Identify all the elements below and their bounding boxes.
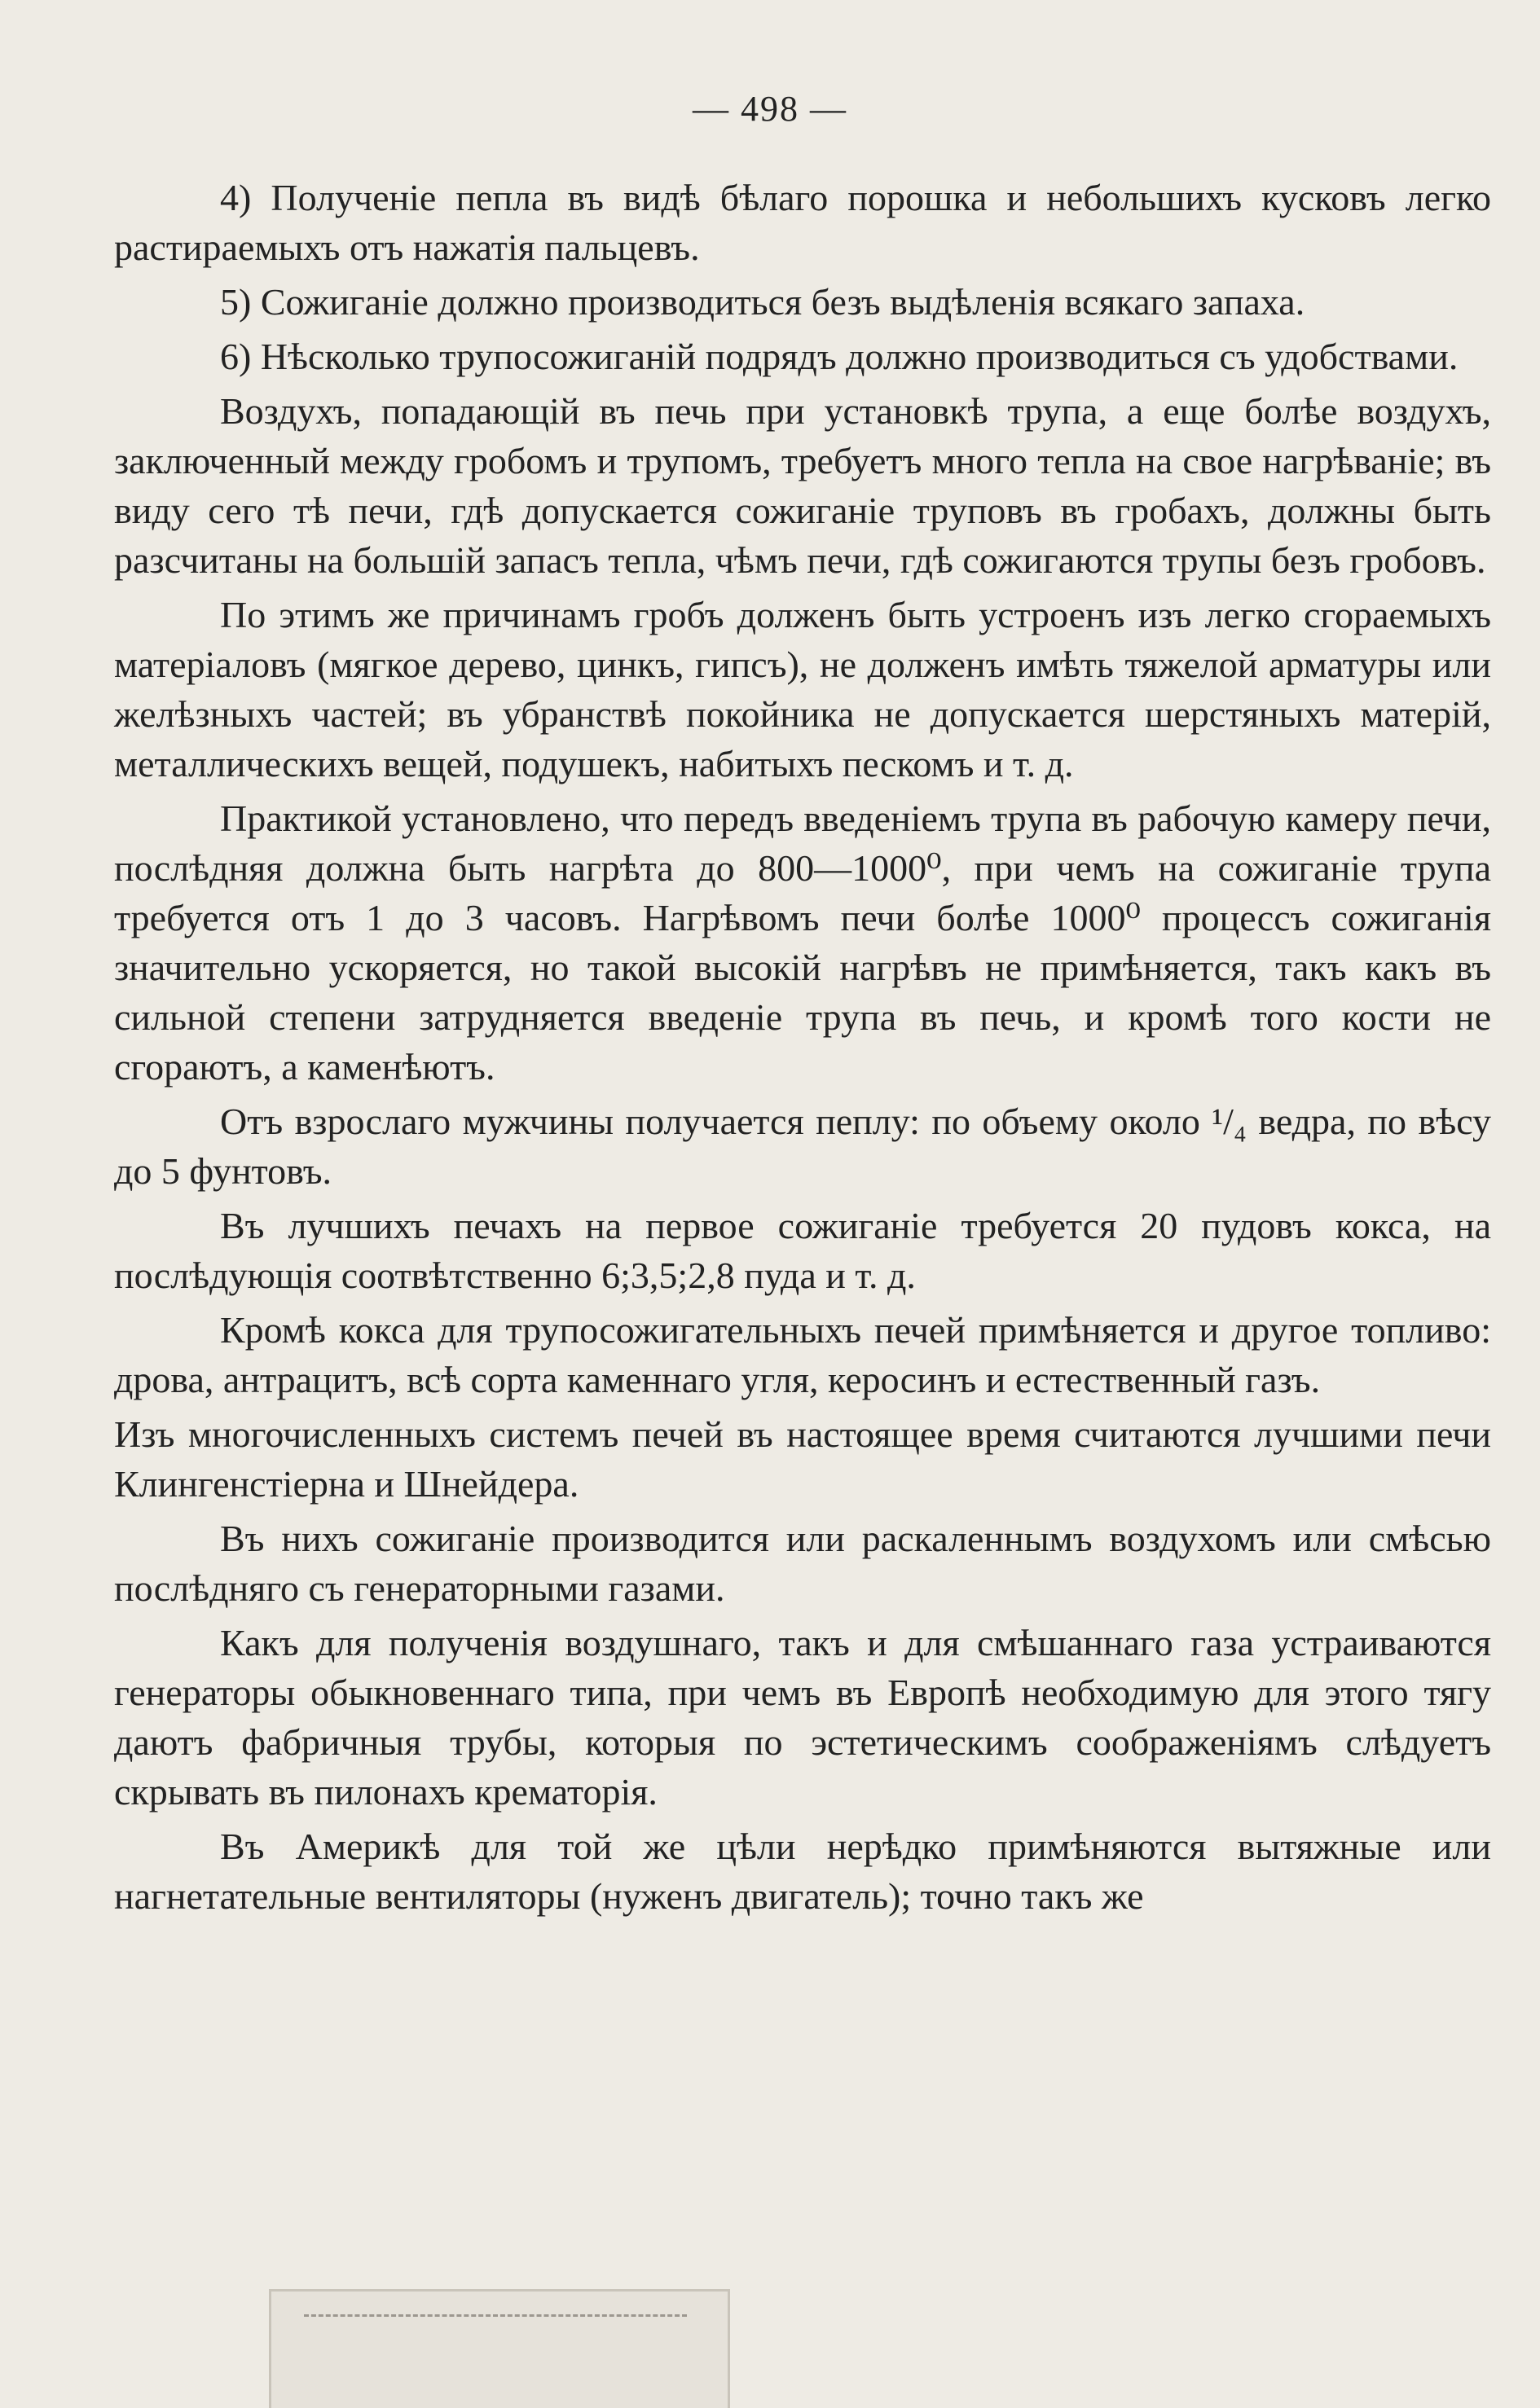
- paragraph-coffin: По этимъ же причинамъ гробъ долженъ быть устроенъ изъ легко сгораемыхъ матеріаловъ (мягкое дерево, цинкъ, гипсъ), не долженъ имѣть тяжелой арматуры или желѣзныхъ частей; въ убранствѣ покойника не допускается шерстяныхъ матерій, металлическихъ вещей, подушекъ, набитыхъ пескомъ и т. д.: [114, 594, 1491, 784]
- paragraph-item-5: 5) Сожиганіе должно производиться безъ выдѣленія всякаго запаха.: [220, 281, 1305, 323]
- paragraph-practice: Практикой установлено, что передъ введеніемъ трупа въ рабочую камеру печи, послѣдняя должна быть нагрѣта до 800—1000⁰, при чемъ на сожиганіе трупа требуется отъ 1 до 3 часовъ. Нагрѣвомъ печи болѣе 1000⁰ процессъ сожиганія значительно ускоряется, но такой высокій нагрѣвъ не примѣняется, такъ какъ въ сильной степени затрудняется введеніе трупа въ печь, и кромѣ того кости не сгораютъ, а каменѣютъ.: [114, 798, 1491, 1088]
- paragraph-coke: Въ лучшихъ печахъ на первое сожиганіе требуется 20 пудовъ кокса, на послѣдующія соотвѣтственно 6;3,5;2,8 пуда и т. д.: [114, 1205, 1491, 1296]
- paragraph-america: Въ Америкѣ для той же цѣли нерѣдко примѣняются вытяжные или нагнетательные вентиляторы (нуженъ двигатель); точно такъ же: [114, 1826, 1491, 1917]
- paragraph-burning: Въ нихъ сожиганіе производится или раскаленнымъ воздухомъ или смѣсью послѣдняго съ генераторными газами.: [114, 1518, 1491, 1609]
- body-text: [114, 173, 1491, 1926]
- paragraph-item-6: 6) Нѣсколько трупосожиганій подрядъ должно производиться съ удобствами.: [220, 336, 1459, 377]
- library-stamp: [269, 2289, 730, 2408]
- paragraph-generators: Какъ для полученія воздушнаго, такъ и для смѣшаннаго газа устраиваются генераторы обыкновеннаго типа, при чемъ въ Европѣ необходимую для этого тягу даютъ фабричныя трубы, которыя по эстетическимъ соображеніямъ слѣдуетъ скрывать въ пилонахъ крематорія.: [114, 1622, 1491, 1813]
- paragraph-systems: Изъ многочисленныхъ системъ печей въ настоящее время считаются лучшими печи Клингенстіерна и Шнейдера.: [114, 1413, 1491, 1505]
- stamp-dashed-line: [304, 2314, 687, 2322]
- paragraph-air-heat: Воздухъ, попадающій въ печь при установкѣ трупа, а еще болѣе воздухъ, заключенный между гробомъ и трупомъ, требуетъ много тепла на свое нагрѣваніе; въ виду сего тѣ печи, гдѣ допускается сожиганіе труповъ въ гробахъ, должны быть разсчитаны на большій запасъ тепла, чѣмъ печи, гдѣ сожигаются трупы безъ гробовъ.: [114, 390, 1491, 581]
- paragraph-fuel: Кромѣ кокса для трупосожигательныхъ печей примѣняется и другое топливо: дрова, антрацитъ, всѣ сорта каменнаго угля, керосинъ и естественный газъ.: [114, 1309, 1491, 1400]
- page-number: — 498 —: [693, 89, 847, 129]
- paragraph-item-4: 4) Полученіе пепла въ видѣ бѣлаго порошка и небольшихъ кусковъ легко растираемыхъ отъ нажатія пальцевъ.: [114, 177, 1491, 268]
- paragraph-ash-yield: Отъ взрослаго мужчины получается пеплу: по объему около ¹/₄ ведра, по вѣсу до 5 фунтовъ.: [114, 1101, 1491, 1192]
